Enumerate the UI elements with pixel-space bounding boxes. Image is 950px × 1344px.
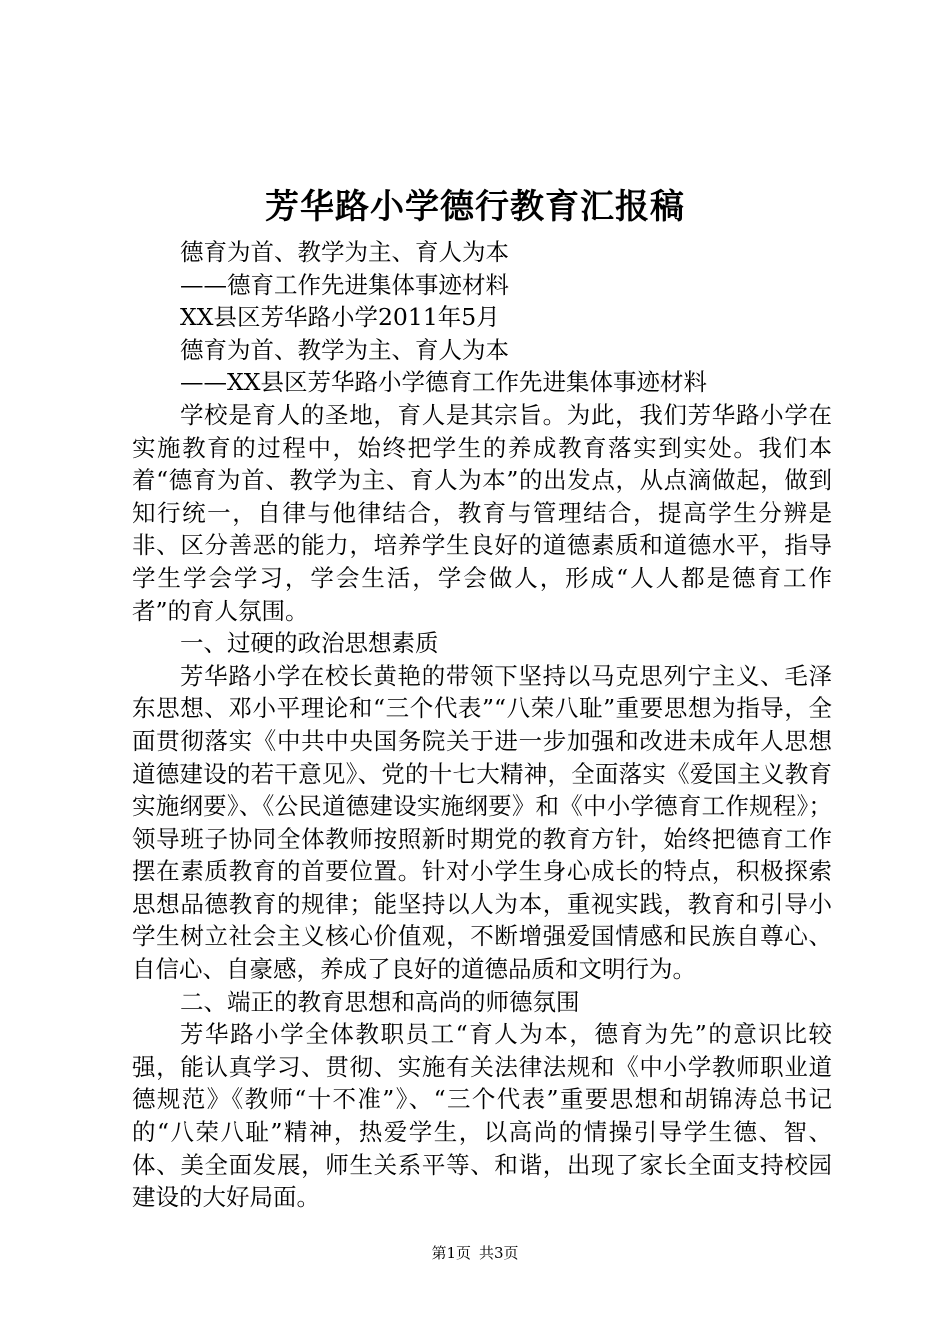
intro-paragraph: 学校是育人的圣地，育人是其宗旨。为此，我们芳华路小学在实施教育的过程中，始终把学生的养成教育落实到实处。我们本着“德育为首、教学为主、育人为本”的出发点，从点滴做起，做到知行统一，自律与他律结合，教育与管理结合，提高学生分辨是非、区分善恶的能力，培养学生良好的道德素质和道德水平，指导学生学会学习，学会生活，学会做人，形成“人人都是德育工作者”的育人氛围。 (132, 400, 832, 625)
page-number: 第1页 (431, 1244, 471, 1262)
header-line-full-subtitle: ——XX县区芳华路小学德育工作先进集体事迹材料 (180, 368, 707, 397)
document-title: 芳华路小学德行教育汇报稿 (265, 187, 685, 227)
section-heading-political: 一、过硬的政治思想素质 (180, 629, 439, 658)
section-body-political: 芳华路小学在校长黄艳的带领下坚持以马克思列宁主义、毛泽东思想、邓小平理论和“三个代表”“八荣八耻”重要思想为指导，全面贯彻落实《中共中央国务院关于进一步加强和改进未成年人思想道德建设的若干意见》、党的十七大精神，全面落实《爱国主义教育实施纲要》、《公民道德建设实施纲要》和《中小学德育工作规程》；领导班子协同全体教师按照新时期党的教育方针，始终把德育工作摆在素质教育的首要位置。针对小学生身心成长的特点，积极探索思想品德教育的规律；能坚持以人为本，重视实践，教育和引导小学生树立社会主义核心价值观，不断增强爱国情感和民族自尊心、自信心、自豪感，养成了良好的道德品质和文明行为。 (132, 661, 832, 984)
header-line-motto-repeat: 德育为首、教学为主、育人为本 (180, 335, 509, 364)
header-line-motto: 德育为首、教学为主、育人为本 (180, 238, 509, 266)
header-line-subtitle: ——德育工作先进集体事迹材料 (180, 270, 509, 299)
header-line-school-date: XX县区芳华路小学2011年5月 (180, 303, 500, 332)
document-body (132, 236, 832, 1214)
page-total: 共3页 (479, 1244, 519, 1262)
page-footer (0, 1243, 950, 1263)
section-heading-ethics: 二、端正的教育思想和高尚的师德氛围 (180, 987, 580, 1016)
section-body-ethics: 芳华路小学全体教职员工“育人为本，德育为先”的意识比较强，能认真学习、贯彻、实施有关法律法规和《中小学教师职业道德规范》《教师“十不准”》、“三个代表”重要思想和胡锦涛总书记的“八荣八耻”精神，热爱学生，以高尚的情操引导学生德、智、体、美全面发展，师生关系平等、和谐，出现了家长全面支持校园建设的大好局面。 (132, 1020, 832, 1212)
